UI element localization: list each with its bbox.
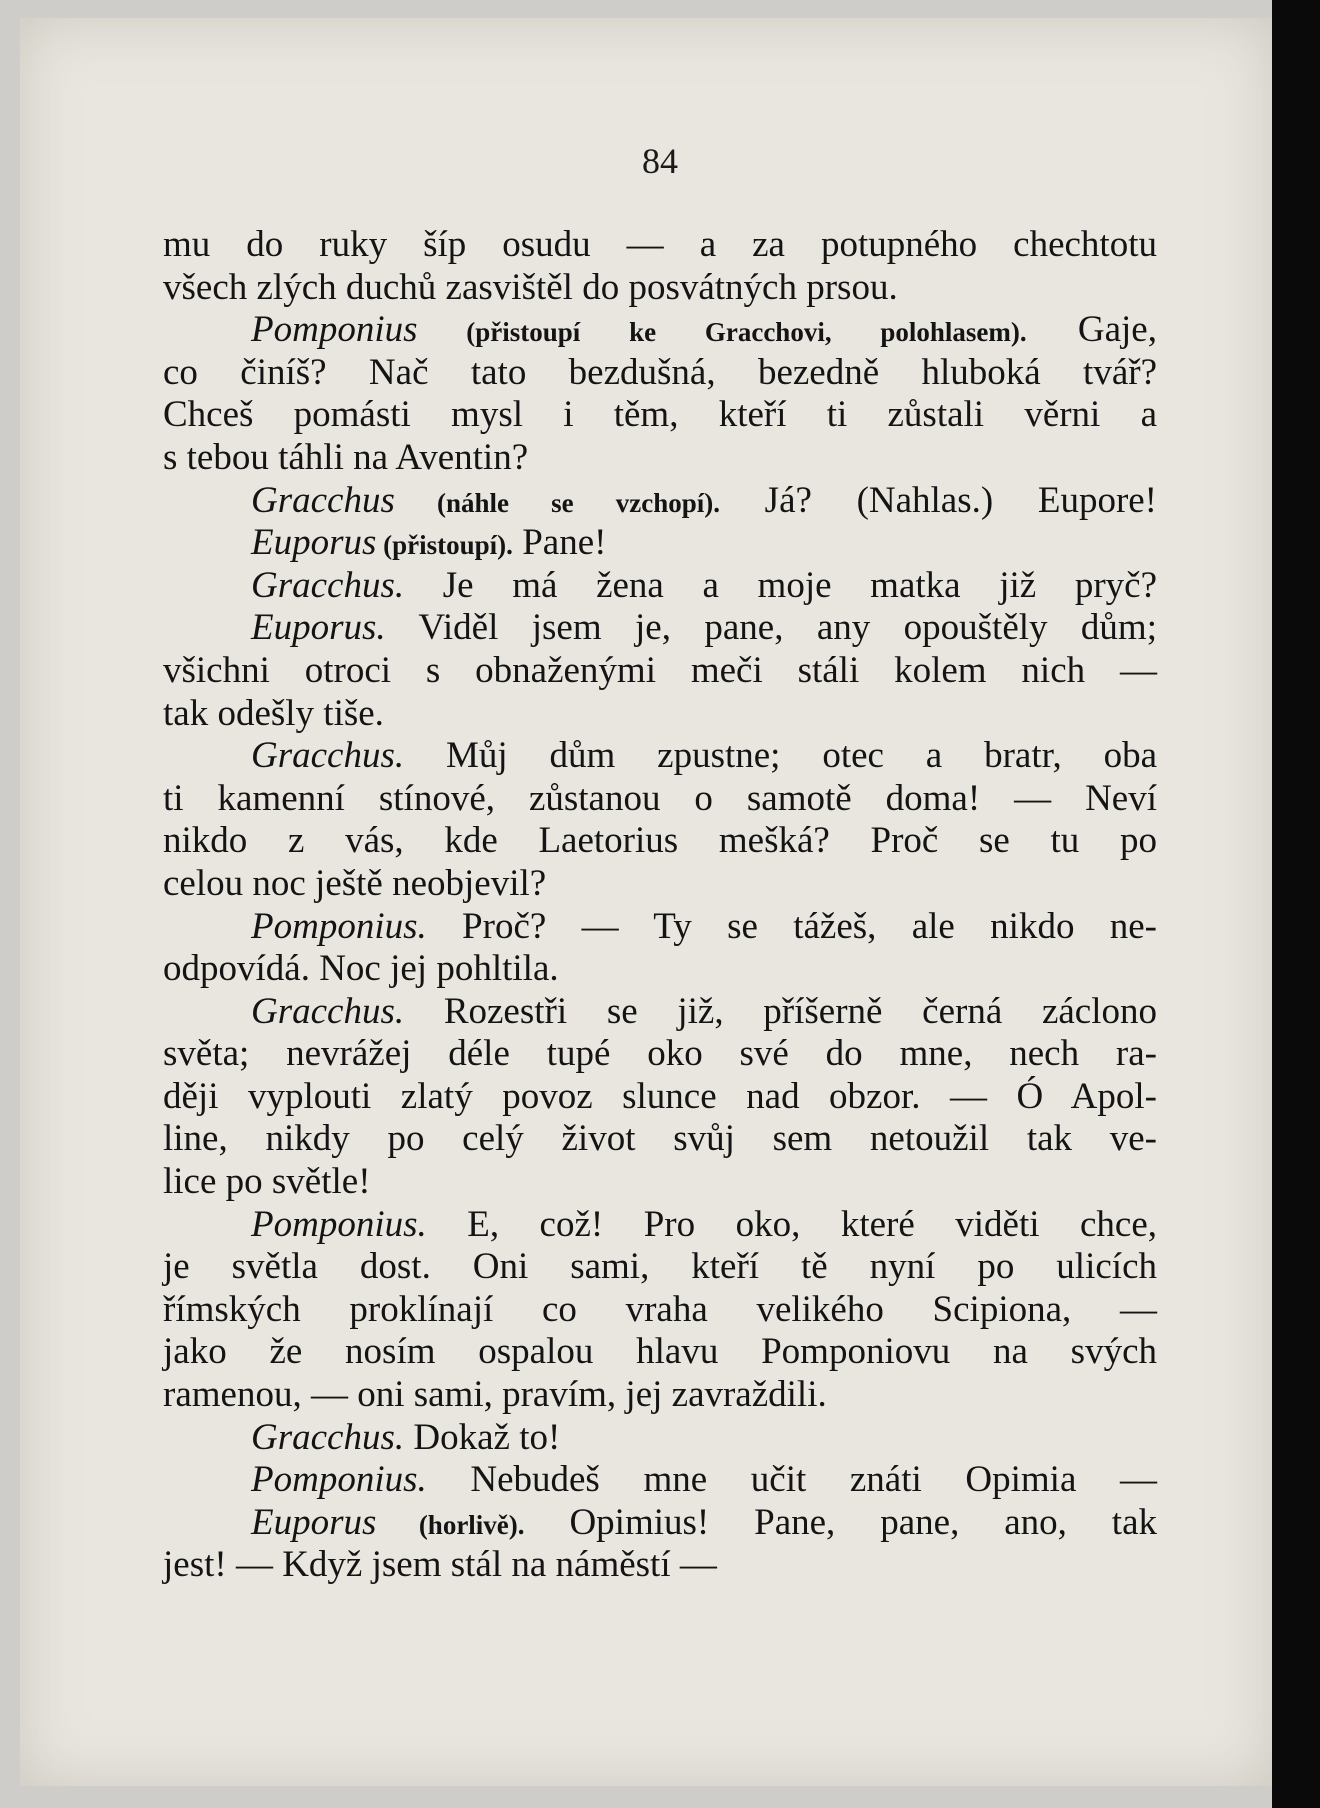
stage-direction: (přistoupí). <box>376 530 513 561</box>
speech-line <box>163 991 1157 1034</box>
text-line <box>163 437 1157 480</box>
speaker-name: Pomponius. <box>251 1203 427 1245</box>
line-text: Gaje, <box>1026 309 1157 351</box>
line-text: je světla dost. Oni sami, kteří tě nyní po ulicích <box>163 1246 1157 1288</box>
line-text: Viděl jsem je, pane, any opouštěly dům; <box>385 607 1157 649</box>
line-text: Proč? — Ty se tážeš, ale nikdo ne- <box>426 905 1157 947</box>
line-text: Opimius! Pane, pane, ano, tak <box>524 1501 1157 1543</box>
speech-line <box>163 607 1157 650</box>
text-line <box>163 1544 1157 1587</box>
line-text: Je má žena a moje matka již pryč? <box>404 564 1157 606</box>
line-text: římských proklínají co vraha velikého Scipiona, — <box>163 1288 1157 1330</box>
page-number: 84 <box>642 141 678 181</box>
text-line <box>163 1033 1157 1076</box>
text-line <box>163 394 1157 437</box>
line-text: Rozestři se již, příšerně černá záclono <box>404 990 1157 1032</box>
stage-direction: (přistoupí ke Gracchovi, polohlasem). <box>417 317 1027 348</box>
text-line <box>163 224 1157 267</box>
text-line <box>163 1161 1157 1204</box>
line-text: tak odešly tiše. <box>163 692 384 734</box>
speech-line <box>163 309 1157 352</box>
text-line <box>163 1076 1157 1119</box>
line-text: ramenou, — oni sami, pravím, jej zavraždili. <box>163 1374 827 1416</box>
line-text: Můj dům zpustne; otec a bratr, oba <box>404 735 1157 777</box>
text-line <box>163 1118 1157 1161</box>
line-text: jest! — Když jsem stál na náměstí — <box>163 1544 717 1586</box>
line-text: všech zlých duchů zasvištěl do posvátných prsou. <box>163 266 898 308</box>
text-line <box>163 820 1157 863</box>
text-line <box>163 1374 1157 1417</box>
speaker-name: Pomponius. <box>251 905 427 947</box>
speaker-name: Gracchus. <box>251 564 405 606</box>
speech-line <box>163 522 1157 565</box>
speaker-name: Euporus. <box>251 607 386 649</box>
line-text: Nebudeš mne učit znáti Opimia — <box>426 1459 1157 1501</box>
speaker-name: Euporus <box>251 1501 377 1543</box>
text-line <box>163 650 1157 693</box>
line-text: jako že nosím ospalou hlavu Pomponiovu na svých <box>163 1331 1157 1373</box>
text-line <box>163 1331 1157 1374</box>
stage-direction: (náhle se vzchopí). <box>394 487 721 518</box>
line-text: s tebou táhli na Aventin? <box>163 436 529 478</box>
speech-line <box>163 480 1157 523</box>
line-text: Pane! <box>512 522 607 564</box>
line-text: celou noc ještě neobjevil? <box>163 862 547 904</box>
speech-line <box>163 1502 1157 1545</box>
speech-line <box>163 1417 1157 1460</box>
page-text <box>163 224 1157 1587</box>
speech-line <box>163 906 1157 949</box>
text-line <box>163 778 1157 821</box>
line-text: světa; nevrážej déle tupé oko své do mne, nech ra- <box>163 1033 1157 1075</box>
line-text: všichni otroci s obnaženými meči stáli kolem nich — <box>163 649 1157 691</box>
speaker-name: Gracchus. <box>251 990 405 1032</box>
line-text: odpovídá. Noc jej pohltila. <box>163 948 559 990</box>
stage-direction: (horlivě). <box>376 1509 525 1540</box>
line-text: Dokaž to! <box>404 1416 561 1458</box>
line-text: co činíš? Nač tato bezdušná, bezedně hluboká tvář? <box>163 351 1157 393</box>
line-text: mu do ruky šíp osudu — a za potupného chechtotu <box>163 224 1157 265</box>
speaker-name: Pomponius. <box>251 1459 427 1501</box>
line-text: lice po světle! <box>163 1161 371 1203</box>
text-line <box>163 693 1157 736</box>
text-line <box>163 948 1157 991</box>
speaker-name: Euporus <box>251 522 377 564</box>
speaker-name: Gracchus <box>251 479 395 521</box>
text-line <box>163 863 1157 906</box>
line-text: nikdo z vás, kde Laetorius mešká? Proč se tu po <box>163 820 1157 862</box>
speech-line <box>163 735 1157 778</box>
line-text: E, což! Pro oko, které viděti chce, <box>426 1203 1157 1245</box>
line-text: ději vyplouti zlatý povoz slunce nad obzor. — Ó Apol- <box>163 1075 1157 1117</box>
line-text: line, nikdy po celý život svůj sem netoužil tak ve- <box>163 1118 1157 1160</box>
text-line <box>163 267 1157 310</box>
speaker-name: Gracchus. <box>251 1416 405 1458</box>
scan-edge <box>1272 0 1320 1808</box>
speech-line <box>163 1204 1157 1247</box>
text-line <box>163 1246 1157 1289</box>
speech-line <box>163 565 1157 608</box>
text-line <box>163 1289 1157 1332</box>
speaker-name: Gracchus. <box>251 735 405 777</box>
line-text: Já? (Nahlas.) Eupore! <box>720 479 1158 521</box>
speech-line <box>163 1459 1157 1502</box>
line-text: ti kamenní stínové, zůstanou o samotě doma! — Neví <box>163 777 1157 819</box>
line-text: Chceš pomásti mysl i těm, kteří ti zůstali věrni a <box>163 394 1157 436</box>
text-line <box>163 352 1157 395</box>
speaker-name: Pomponius <box>251 309 418 351</box>
